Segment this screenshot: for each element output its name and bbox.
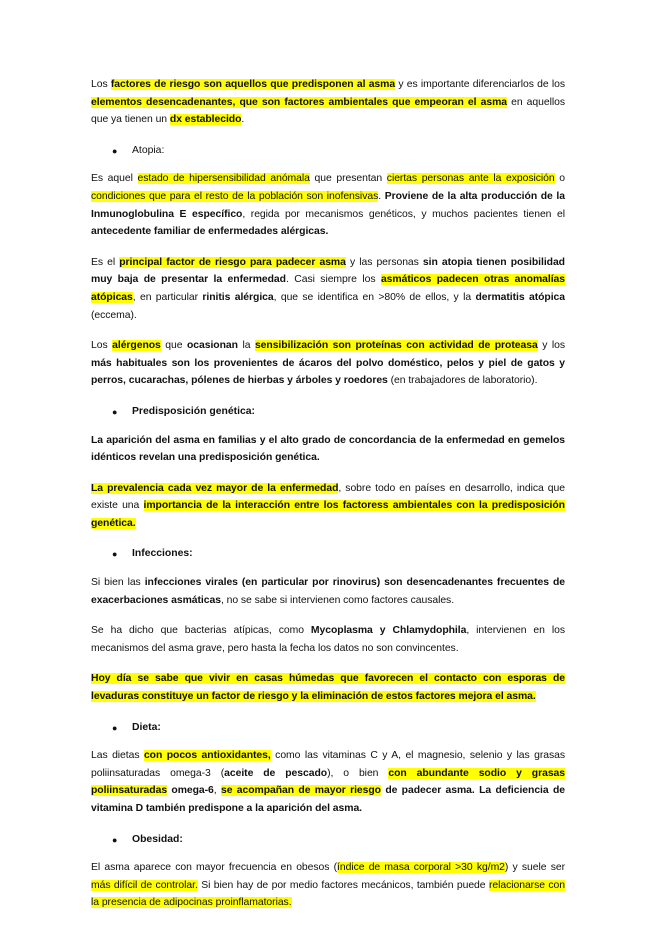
text-run: Proviene de la alta producción de la Inmunoglobulina E específico	[91, 190, 565, 220]
bullet-label: Obesidad:	[132, 833, 183, 845]
text-run: aceite de pescado	[224, 767, 328, 779]
text-run: Es el	[91, 256, 120, 268]
text-run: , sobre todo en países en desarrollo, indica que existe una	[91, 482, 565, 512]
text-run: dermatitis atópica	[475, 291, 565, 303]
text-run: , intervienen en los mecanismos del asma grave, pero hasta la fecha los datos no son convincentes.	[91, 625, 565, 654]
text-run: ciertas personas ante la exposición	[386, 173, 555, 185]
text-run: La prevalencia cada vez mayor de la enfermedad	[91, 482, 339, 494]
text-run: más habituales son los provenientes de ácaros del polvo doméstico, pelos y piel de gatos y perros, cucarachas, pólenes de hierbas y árboles y roedores	[91, 357, 565, 387]
text-run: , regida por mecanismos genéticos, y muchos pacientes tienen el	[242, 208, 565, 220]
bullet-dot-icon: ●	[112, 406, 118, 417]
bullet-dot-icon: ●	[112, 834, 118, 845]
text-run: principal factor de riesgo para padecer asma	[119, 256, 346, 268]
text-run: que presentan	[309, 173, 387, 185]
text-run: como las vitaminas C y A, el magnesio, selenio y las grasas poliinsaturadas omega-3 (	[91, 750, 565, 779]
text-run: la	[237, 340, 255, 352]
text-run: Es aquel	[91, 173, 138, 185]
text-run: rinitis alérgica	[202, 291, 274, 303]
text-run: elementos desencadenantes, que son factores ambientales que empeoran el asma	[91, 96, 507, 108]
text-run: La deficiencia de vitamina D también predispone a la aparición del asma.	[91, 785, 565, 814]
text-run: Si bien las	[91, 577, 145, 589]
text-run: . Casi siempre los	[285, 274, 381, 286]
text-run: .	[378, 190, 385, 202]
paragraph-atopia-definicion	[91, 170, 565, 240]
text-run: (eccema).	[91, 309, 137, 321]
text-run: alérgenos	[112, 340, 161, 352]
text-run: ), o bien	[327, 767, 389, 779]
paragraph-bacterias-atipicas	[91, 622, 565, 657]
text-run: factores de riesgo son aquellos que predisponen al asma	[110, 79, 396, 90]
text-run: Se ha dicho que bacterias atípicas, como	[91, 625, 311, 637]
text-run: , no se sabe si intervienen como factores causales.	[220, 594, 455, 606]
text-run: con abundante sodio y grasas poliinsaturadas	[91, 767, 566, 797]
text-run: sensibilización son proteínas con actividad de proteasa	[254, 340, 538, 352]
paragraph-prevalencia	[91, 480, 565, 533]
paragraph-dieta	[91, 747, 565, 817]
text-run: que	[160, 340, 187, 352]
text-run: relacionarse con la presencia de adipocinas proinflamatorias.	[91, 879, 565, 909]
text-run: dx establecido	[169, 114, 242, 126]
bullet-dieta	[91, 719, 565, 737]
document-body	[91, 76, 565, 925]
paragraph-atopia-riesgo	[91, 254, 565, 324]
text-run: condiciones que para el resto de la población son inofensivas	[91, 190, 379, 202]
text-run: ) y suele ser	[504, 862, 565, 874]
bullet-label: Predisposición genética:	[132, 405, 255, 417]
bullet-dot-icon: ●	[112, 549, 118, 560]
text-run: índice de masa corporal >30 kg/m2	[337, 862, 505, 874]
text-run: y es importante diferenciarlos de los	[395, 79, 565, 90]
text-run: , que se identifica en >80% de ellos, y la	[273, 291, 476, 303]
text-run: , en particular	[132, 291, 203, 303]
bullet-label: Infecciones:	[132, 548, 193, 560]
paragraph-obesidad	[91, 859, 565, 912]
text-run: Los	[91, 340, 113, 352]
text-run: en aquellos que ya tienen un	[91, 96, 565, 126]
paragraph-factores-riesgo	[91, 76, 565, 129]
text-run: y las personas	[345, 256, 423, 268]
text-run: y los	[537, 340, 565, 352]
paragraph-infecciones-virales	[91, 574, 565, 609]
text-run: importancia de la interacción entre los factoress ambientales con la predisposición genética.	[91, 500, 565, 529]
text-run: sin atopia tienen posibilidad muy baja de presentar la enfermedad	[91, 256, 565, 286]
text-run: Las dietas	[91, 750, 144, 762]
text-run: o	[554, 173, 565, 185]
text-run: se acompañan de mayor riesgo	[220, 785, 381, 797]
bullet-label: Dieta:	[132, 721, 161, 733]
bullet-predisposicion-genetica	[91, 403, 565, 421]
text-run: El asma aparece con mayor frecuencia en obesos (	[91, 862, 338, 874]
paragraph-casas-humedas	[91, 670, 565, 705]
bullet-obesidad	[91, 831, 565, 849]
text-run: infecciones virales (en particular por rinovirus) son desencadenantes frecuentes de exacerbaciones asmáticas	[91, 577, 565, 606]
text-run: ocasionan	[186, 340, 238, 352]
bullet-label: Atopia:	[132, 144, 165, 156]
text-run: asmáticos padecen otras anomalías atópicas	[91, 274, 566, 303]
text-run: Los	[91, 79, 111, 90]
text-run: antecedente familiar de enfermedades alérgicas.	[91, 226, 329, 238]
text-run: .	[241, 114, 245, 126]
text-run: Si bien hay de por medio factores mecánicos, también puede	[197, 879, 489, 891]
bullet-dot-icon: ●	[112, 722, 118, 733]
text-run: Mycoplasma y Chlamydophila	[310, 625, 467, 637]
text-run: La aparición del asma en familias y el alto grado de concordancia de la enfermedad en gemelos idénticos revelan una predisposición genética.	[91, 434, 565, 464]
bullet-atopia	[91, 142, 565, 160]
text-run: más difícil de controlar.	[91, 879, 198, 891]
text-run: ,	[213, 785, 221, 797]
text-run: de padecer asma.	[380, 785, 480, 797]
bullet-infecciones	[91, 545, 565, 563]
text-run: Hoy día se sabe que vivir en casas húmedas que favorecen el contacto con esporas de levaduras constituye un factor de riesgo y la eliminación de estos factores mejora el asma.	[91, 673, 565, 703]
text-run: con pocos antioxidantes,	[143, 750, 271, 762]
text-run: estado de hipersensibilidad anómala	[137, 173, 310, 185]
text-run: omega-6	[171, 785, 214, 797]
bullet-dot-icon: ●	[112, 145, 118, 156]
text-run: (en trabajadores de laboratorio).	[387, 375, 538, 387]
paragraph-alergenos	[91, 337, 565, 390]
paragraph-gemelos	[91, 432, 565, 467]
